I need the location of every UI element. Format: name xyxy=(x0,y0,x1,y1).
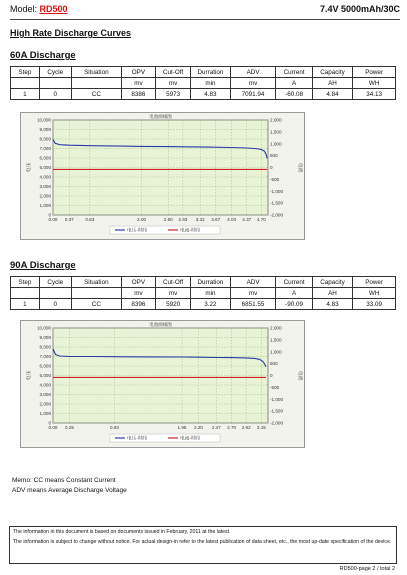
table-cell: ADV xyxy=(230,67,276,78)
legend-label: 电流-时间 xyxy=(180,227,200,233)
table-cell: Cycle xyxy=(39,277,71,288)
table-row-value xyxy=(11,89,396,100)
table-cell: 4.83 xyxy=(312,299,353,310)
y-tick-label-right: -500 xyxy=(270,176,280,182)
legend-label: 电流-时间 xyxy=(180,435,200,441)
x-tick-label: 0.25 xyxy=(65,425,75,430)
plot-area xyxy=(53,120,268,215)
table-row-header xyxy=(11,67,396,78)
table-cell xyxy=(39,78,71,89)
x-tick-label: 3.32 xyxy=(195,217,205,222)
x-tick-label: 4.37 xyxy=(242,217,252,222)
y-tick-label-left: 8,000 xyxy=(39,136,51,142)
y-tick-label-left: 4,000 xyxy=(39,174,51,180)
x-tick-label: 2.92 xyxy=(241,425,251,430)
y-tick-label-left: 2,000 xyxy=(39,193,51,199)
x-tick-label: 0.37 xyxy=(64,217,74,222)
notice-box xyxy=(9,526,397,564)
table-cell: Power xyxy=(353,277,396,288)
table-cell: mv xyxy=(121,78,155,89)
table-cell: 5973 xyxy=(156,89,191,100)
y-tick-label-left: 4,000 xyxy=(39,382,51,388)
y-tick-label-right: 2,000 xyxy=(270,325,282,331)
doc-title: High Rate Discharge Curves xyxy=(10,28,132,38)
table-cell: 1 xyxy=(11,89,40,100)
y-axis-label-left: 电压 xyxy=(27,162,32,173)
y-tick-label-right: 1,500 xyxy=(270,337,282,343)
table-cell xyxy=(39,288,71,299)
y-tick-label-right: 0 xyxy=(270,373,273,379)
table-cell: A xyxy=(276,78,312,89)
table-cell: OPV xyxy=(121,277,155,288)
table-cell: AH xyxy=(312,78,353,89)
table-cell: Power xyxy=(353,67,396,78)
table-cell xyxy=(11,78,40,89)
y-tick-label-left: 6,000 xyxy=(39,363,51,369)
y-tick-label-right: -1,000 xyxy=(270,396,284,402)
model-name: RD500 xyxy=(39,4,68,14)
discharge-chart-90a xyxy=(20,320,305,448)
table-cell: Cut-Off xyxy=(156,277,191,288)
chart-title: 电池曲线图 xyxy=(149,115,172,120)
table-cell xyxy=(11,288,40,299)
spec-table-60a xyxy=(10,66,396,100)
x-tick-label: 2.70 xyxy=(227,425,237,430)
y-tick-label-right: 0 xyxy=(270,165,273,171)
battery-spec: 7.4V 5000mAh/30C xyxy=(319,4,400,14)
chart-title: 电池曲线图 xyxy=(149,323,172,328)
legend-label: 电压-时间 xyxy=(127,435,147,441)
table-cell xyxy=(71,288,121,299)
table-cell: 8386 xyxy=(121,89,155,100)
y-tick-label-right: 1,500 xyxy=(270,129,282,135)
y-axis-label-right: 电流 xyxy=(297,162,302,173)
table-cell: Step xyxy=(11,277,40,288)
section-heading-90a: 90A Discharge xyxy=(10,260,76,271)
table-cell: Step xyxy=(11,67,40,78)
x-tick-label: 2.00 xyxy=(137,217,147,222)
discharge-chart-60a xyxy=(20,112,305,240)
table-cell: Situation xyxy=(71,67,121,78)
table-cell: 33.09 xyxy=(353,299,396,310)
y-tick-label-left: 5,000 xyxy=(39,165,51,171)
table-cell: min xyxy=(191,288,230,299)
y-tick-label-left: 5,000 xyxy=(39,373,51,379)
memo-line: ADV means Average Discharge Voltage xyxy=(12,487,127,494)
y-tick-label-right: -500 xyxy=(270,384,280,390)
table-row-header xyxy=(11,277,396,288)
table-cell: min xyxy=(191,78,230,89)
table-cell: OPV xyxy=(121,67,155,78)
x-tick-label: 3.67 xyxy=(211,217,221,222)
y-tick-label-left: 10,000 xyxy=(36,117,51,123)
y-tick-label-left: 1,000 xyxy=(39,411,51,417)
page-footer: RD500-page 2 / total 2 xyxy=(339,566,395,572)
table-cell: WH xyxy=(353,288,396,299)
x-tick-label: 3.15 xyxy=(256,425,266,430)
y-tick-label-left: 9,000 xyxy=(39,127,51,133)
y-tick-label-right: -1,500 xyxy=(270,408,284,414)
table-row-unit xyxy=(11,288,396,299)
y-tick-label-right: 1,000 xyxy=(270,349,282,355)
table-cell: 0 xyxy=(39,89,71,100)
table-cell: Durration xyxy=(191,277,230,288)
y-tick-label-right: -1,500 xyxy=(270,200,284,206)
table-cell: 3.22 xyxy=(191,299,230,310)
x-tick-label: 0.93 xyxy=(110,425,119,430)
table-cell: A xyxy=(276,288,312,299)
x-tick-label: 0.83 xyxy=(85,217,95,222)
y-tick-label-left: 1,000 xyxy=(39,203,51,209)
x-tick-label: 2.93 xyxy=(178,217,188,222)
y-axis-label-right: 电流 xyxy=(297,370,302,381)
legend-label: 电压-时间 xyxy=(127,227,147,233)
table-cell xyxy=(71,78,121,89)
table-cell: Capacity xyxy=(312,67,353,78)
y-tick-label-left: 6,000 xyxy=(39,155,51,161)
table-cell: WH xyxy=(353,78,396,89)
y-tick-label-right: 500 xyxy=(270,361,278,367)
table-cell: 4.84 xyxy=(312,89,353,100)
section-heading-60a: 60A Discharge xyxy=(10,50,76,61)
y-tick-label-left: 9,000 xyxy=(39,335,51,341)
table-cell: mv xyxy=(156,288,191,299)
y-tick-label-right: -1,000 xyxy=(270,188,284,194)
table-cell: -90.09 xyxy=(276,299,312,310)
y-tick-label-left: 3,000 xyxy=(39,392,51,398)
table-row-value xyxy=(11,299,396,310)
y-tick-label-right: 1,000 xyxy=(270,141,282,147)
table-cell: ADV xyxy=(230,277,276,288)
table-cell: Current xyxy=(276,277,312,288)
table-cell: 6851.55 xyxy=(230,299,276,310)
table-cell: Cycle xyxy=(39,67,71,78)
table-cell: Durration xyxy=(191,67,230,78)
table-cell: mv xyxy=(230,288,276,299)
table-cell: 7091.94 xyxy=(230,89,276,100)
chart-60a xyxy=(20,112,305,240)
y-tick-label-left: 7,000 xyxy=(39,354,51,360)
table-cell: 1 xyxy=(11,299,40,310)
table-cell: -60.08 xyxy=(276,89,312,100)
x-tick-label: 2.47 xyxy=(211,425,221,430)
header-divider xyxy=(10,19,400,20)
x-tick-label: 4.70 xyxy=(256,217,266,222)
table-cell: Current xyxy=(276,67,312,78)
chart-90a xyxy=(20,320,305,448)
y-tick-label-left: 3,000 xyxy=(39,184,51,190)
table-cell: 4.83 xyxy=(191,89,230,100)
y-tick-label-left: 0 xyxy=(48,420,51,426)
table-cell: CC xyxy=(71,89,121,100)
table-cell: 5920 xyxy=(156,299,191,310)
y-tick-label-left: 0 xyxy=(48,212,51,218)
y-tick-label-left: 2,000 xyxy=(39,401,51,407)
y-tick-label-right: -2,000 xyxy=(270,420,284,426)
model-label: Model: RD500 xyxy=(10,4,68,14)
y-tick-label-left: 7,000 xyxy=(39,146,51,152)
table-cell: CC xyxy=(71,299,121,310)
x-tick-label: 0.00 xyxy=(48,217,58,222)
table-cell: Capacity xyxy=(312,277,353,288)
x-tick-label: 2.20 xyxy=(194,425,204,430)
table-cell: 0 xyxy=(39,299,71,310)
table-cell: mv xyxy=(121,288,155,299)
x-tick-label: 4.03 xyxy=(227,217,237,222)
notice-line: The information in this document is based on documents issued in February, 2011 at the latest. xyxy=(13,529,231,535)
y-tick-label-right: 500 xyxy=(270,153,278,159)
spec-table-90a xyxy=(10,276,396,310)
table-cell: AH xyxy=(312,288,353,299)
plot-area xyxy=(53,328,268,423)
notice-line: The information is subject to change without notice. For actual design-in refer to the latest publication of data sheet, etc., the most up-date specification of the device. xyxy=(13,538,392,545)
table-cell: Situation xyxy=(71,277,121,288)
y-tick-label-right: -2,000 xyxy=(270,212,284,218)
table-cell: mv xyxy=(230,78,276,89)
y-tick-label-left: 8,000 xyxy=(39,344,51,350)
y-axis-label-left: 电压 xyxy=(27,370,32,381)
y-tick-label-right: 2,000 xyxy=(270,117,282,123)
y-tick-label-left: 10,000 xyxy=(36,325,51,331)
table-cell: 8396 xyxy=(121,299,155,310)
table-cell: Cut-Off xyxy=(156,67,191,78)
x-tick-label: 0.00 xyxy=(48,425,58,430)
memo-line: Memo: CC means Constant Current xyxy=(12,477,116,484)
table-row-unit xyxy=(11,78,396,89)
x-tick-label: 2.60 xyxy=(163,217,173,222)
x-tick-label: 1.95 xyxy=(177,425,187,430)
table-cell: mv xyxy=(156,78,191,89)
table-cell: 34.13 xyxy=(353,89,396,100)
page-header xyxy=(10,4,400,18)
memo xyxy=(12,476,127,496)
